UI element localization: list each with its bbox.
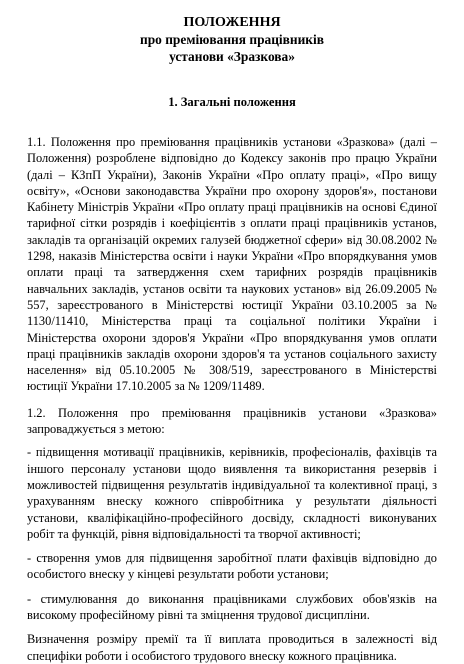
purpose-item-salary: - створення умов для підвищення заробітної плати фахівців відповідно до особистого внеску у кінцеві результати роботи установи; <box>27 551 437 582</box>
document-title <box>27 14 437 65</box>
title-line-2: про преміювання працівників <box>140 32 324 47</box>
title-line-1: ПОЛОЖЕННЯ <box>183 15 281 30</box>
title-line-3: установи «Зразкова» <box>169 49 295 64</box>
paragraph-1-2: 1.2. Положення про преміювання працівників установи «Зразкова» запроваджується з метою: <box>27 405 437 437</box>
purpose-item-motivation: - підвищення мотивації працівників, керівників, професіоналів, фахівців та іншого персоналу установи щодо виявлення та використання резервів і можливостей підвищення результатів індивідуальної та колективної праці, з урахуванням внеску кожного співробітника у результати діяльності установи, кваліфікаційно-професійного досвіду, складності виконуваних робіт та функцій, рівня відповідальності та творчої активності; <box>27 445 437 541</box>
section-1-heading: 1. Загальні положення <box>168 95 296 109</box>
purpose-item-stimulation: - стимулювання до виконання працівниками службових обов'язків на високому професійному рівні та зміцнення трудової дисципліни. <box>27 591 437 623</box>
paragraph-1-1: 1.1. Положення про преміювання працівників установи «Зразкова» (далі – Положення) розроблене відповідно до Кодексу законів про працю України (далі – КЗпП України), Законів України «Про оплату праці», «Про вищу освіту», «Основи законодавства України про охорону здоров'я», постанови Кабінету Міністрів України «Про оплату праці працівників на основі Єдиної тарифної сітки розрядів і коефіцієнтів з оплати праці працівників установ, закладів та організацій окремих галузей бюджетної сфери» від 30.08.2002 № 1298, наказів Міністерства освіти і науки України «Про впорядкування умов оплати праці та затвердження схем тарифних розрядів працівників навчальних закладів, установ освіти та наукових установ» від 26.09.2005 № 557, зареєстрованого в Міністерстві юстиції України 03.10.2005 за № 1130/11410, Міністерства праці та соціальної політики України і Міністерства охорони здоров'я України «Про впорядкування умов оплати праці працівників закладів охорони здоров'я та установ соціального захисту населення» від 05.10.2005 № 308/519, зареєстрованого в Міністерстві юстиції України 17.10.2005 за № 1209/11489. <box>27 135 437 394</box>
paragraph-bonus-determination: Визначення розміру премії та її виплата проводиться в залежності від специфіки роботи і особистого трудового внеску кожного працівника. <box>27 632 437 663</box>
